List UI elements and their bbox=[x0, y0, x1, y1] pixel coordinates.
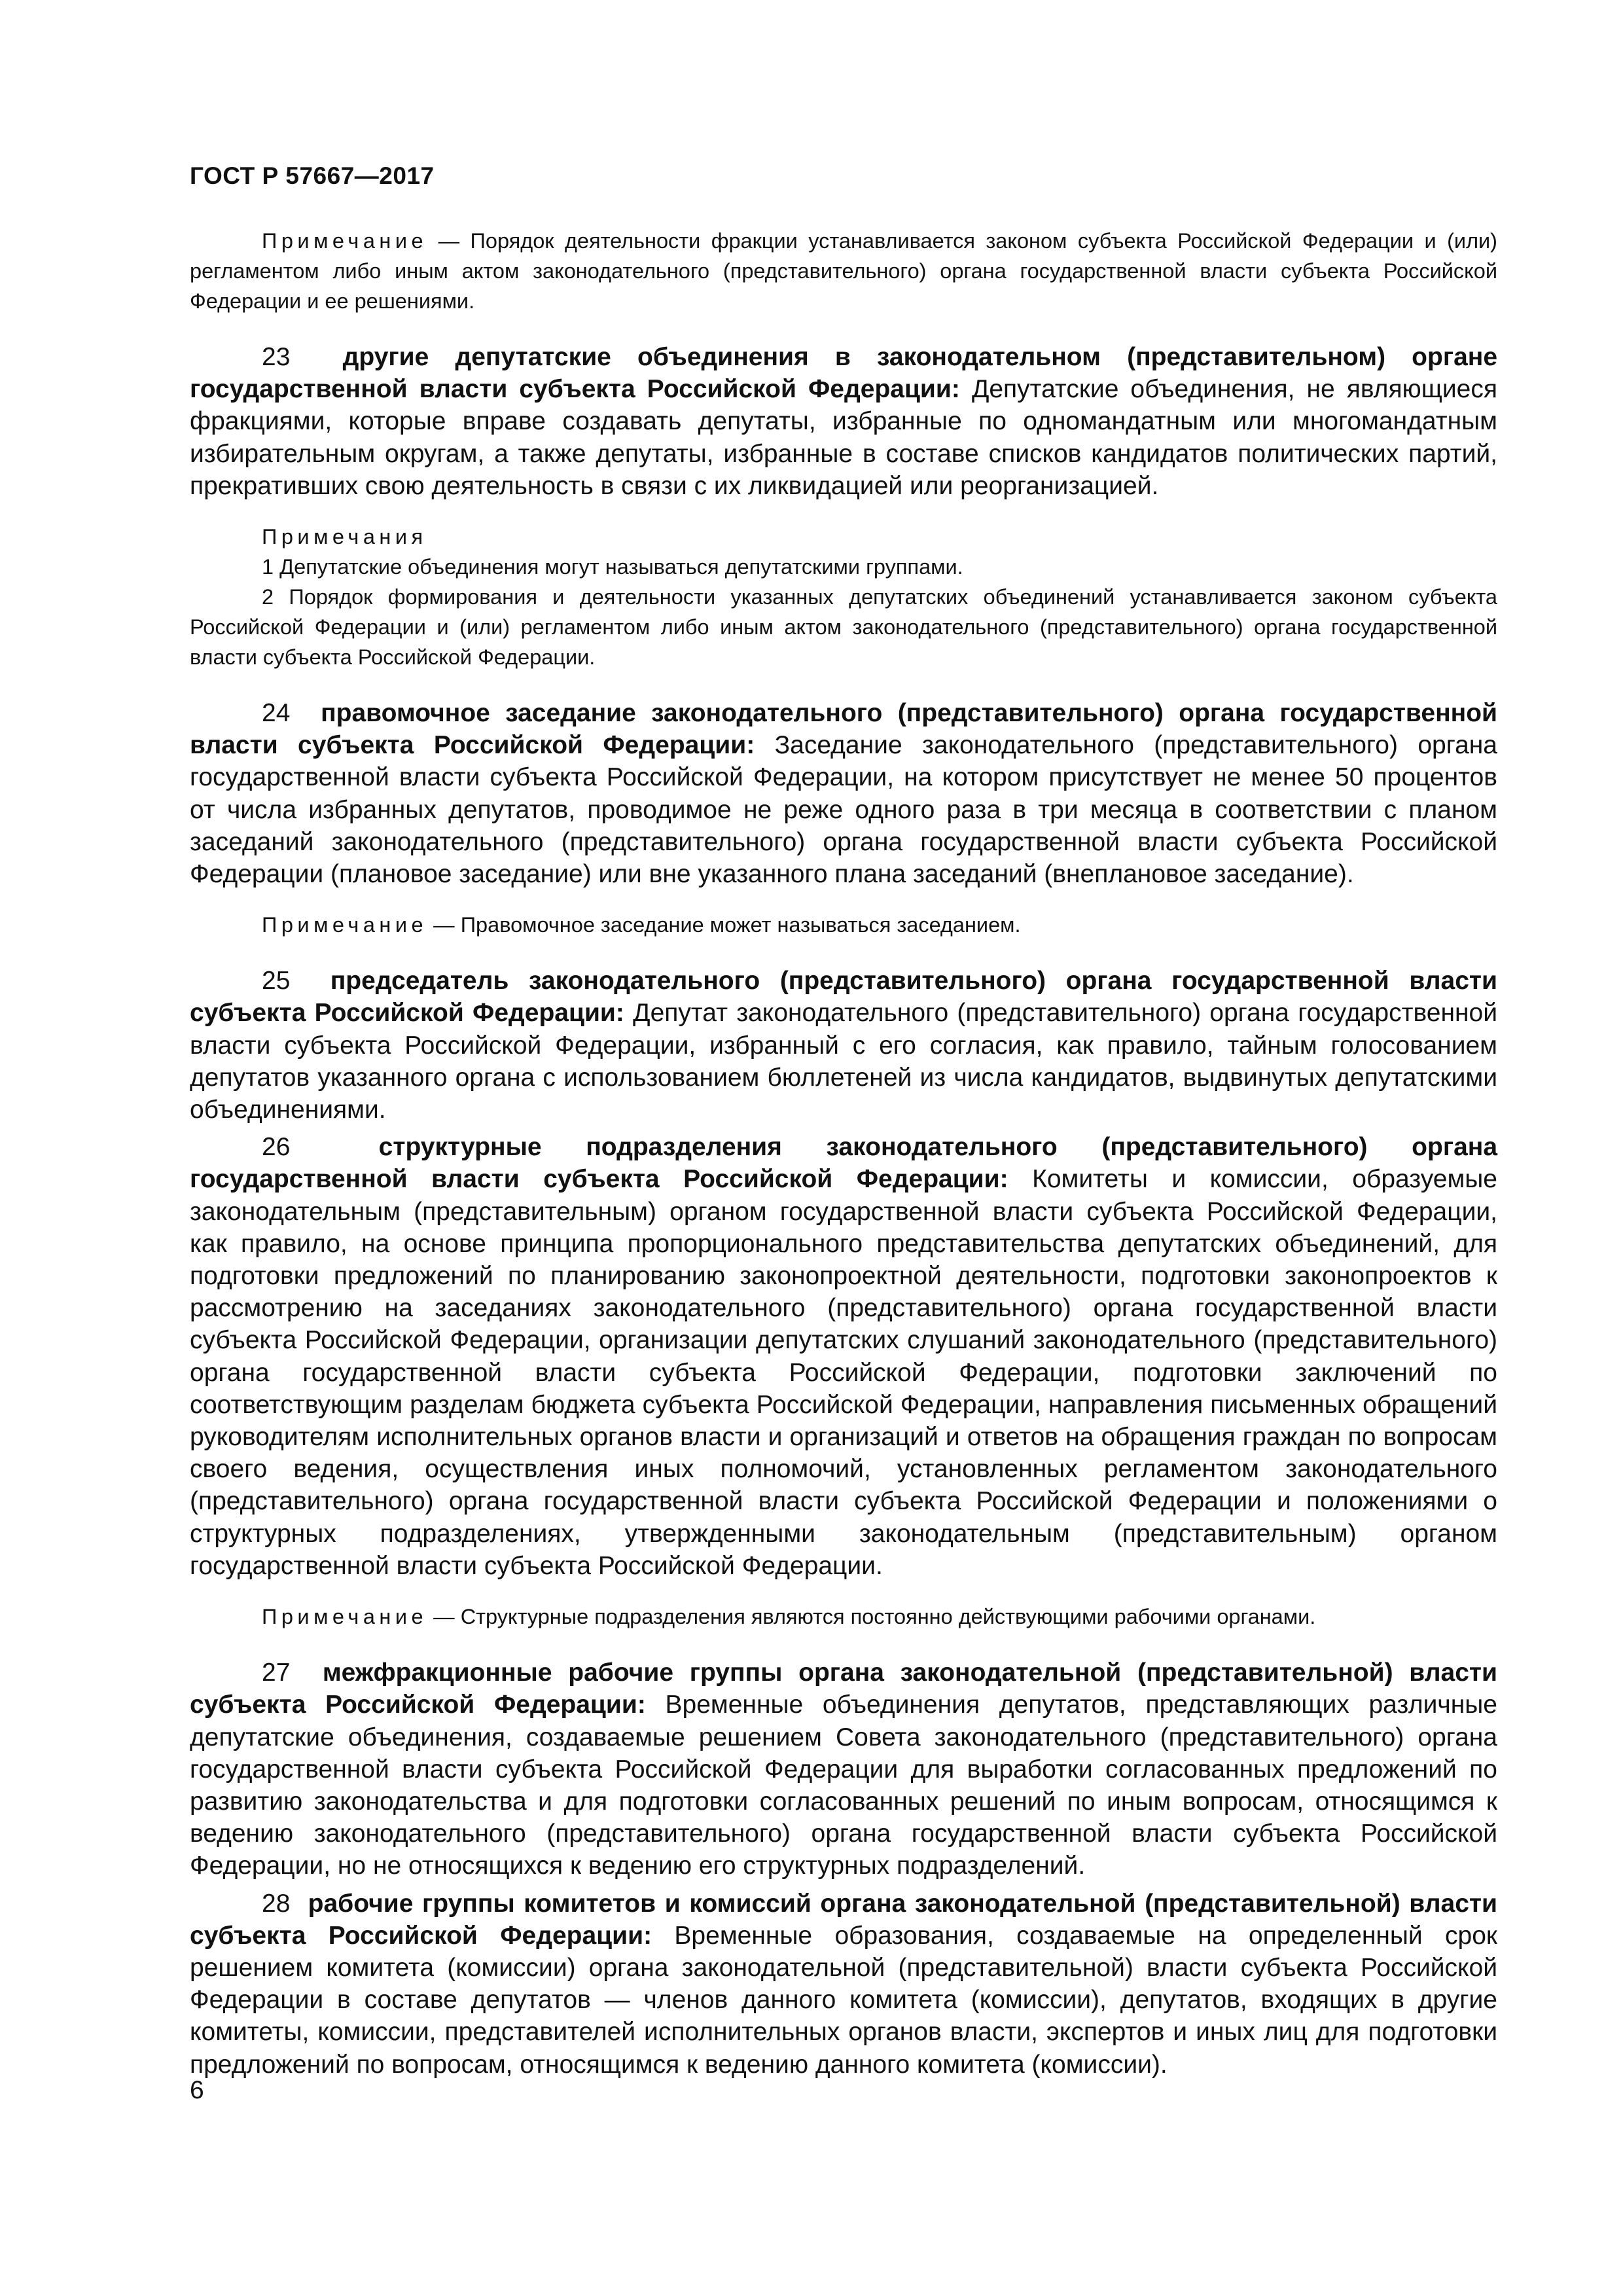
term-title: рабочие группы комитетов и комиссий органа законодательной (представительной) власти субъекта Российской Федерации: bbox=[190, 1889, 1497, 1950]
page-number: 6 bbox=[190, 2076, 204, 2104]
document-body bbox=[190, 226, 1497, 2081]
term-entry-26 bbox=[190, 1131, 1497, 1582]
term-entry-25 bbox=[190, 965, 1497, 1126]
note-text: Структурные подразделения являются постоянно действующими рабочими органами. bbox=[460, 1605, 1316, 1629]
note bbox=[190, 226, 1497, 316]
term-title: правомочное заседание законодательного (представительного) органа государственной власти субъекта Российской Федерации: bbox=[190, 699, 1497, 760]
term-entry-24 bbox=[190, 697, 1497, 890]
term-entry-23 bbox=[190, 341, 1497, 502]
term-title: другие депутатские объединения в законодательном (представительном) органе государственной власти субъекта Российской Федерации: bbox=[190, 343, 1498, 404]
term-title: межфракционные рабочие группы органа законодательной (представительной) власти субъекта Российской Федерации: bbox=[190, 1659, 1497, 1719]
note-dash: — bbox=[427, 229, 471, 253]
note-item: 2 Порядок формирования и деятельности указанных депутатских объединений устанавливается законом субъекта Российской Федерации и (или) регламентом либо иным актом законодательного (представительного) органа государственной власти субъекта Российской Федерации. bbox=[190, 585, 1497, 670]
term-number: 23 bbox=[262, 343, 291, 371]
term-definition: Временные образования, создаваемые на определенный срок решением комитета (комиссии) органа законодательной (представительной) власти субъекта Российской Федерации в составе депутатов — членов данного комитета (комиссии), депутатов, входящих в другие комитеты, комиссии, представителей исполнительных органов власти, экспертов и иных лиц для подготовки предложений по вопросам, относящимся к ведению данного комитета (комиссии). bbox=[190, 1921, 1497, 2079]
note-label: Примечание bbox=[262, 1605, 428, 1629]
term-definition: Депутат законодательного (представительного) органа государственной власти субъекта Российской Федерации, избранный с его согласия, как правило, тайным голосованием депутатов указанного органа с использованием бюллетеней из числа кандидатов, выдвинутых депутатскими объединениями. bbox=[190, 999, 1497, 1124]
note-text: Порядок деятельности фракции устанавливается законом субъекта Российской Федерации и (или) регламентом либо иным актом законодательного (представительного) органа государственной власти субъекта Российской Федерации и ее решениями. bbox=[190, 229, 1498, 313]
note-item: 1 Депутатские объединения могут называться депутатскими группами. bbox=[262, 555, 963, 579]
note-dash: — bbox=[427, 913, 461, 937]
standard-code: ГОСТ Р 57667—2017 bbox=[190, 162, 435, 189]
note bbox=[190, 1602, 1497, 1632]
term-definition: Комитеты и комиссии, образуемые законодательным (представительным) органом государственной власти субъекта Российской Федерации, как правило, на основе принципа пропорционального представительства депутатских объединений, для подготовки предложений по планированию законопроектной деятельности, подготовки законопроектов к рассмотрению на заседаниях законодательного (представительного) органа государственной власти субъекта Российской Федерации, организации депутатских слушаний законодательного (представительного) органа государственной власти субъекта Российской Федерации, подготовки заключений по соответствующим разделам бюджета субъекта Российской Федерации, направления письменных обращений руководителям исполнительных органов власти и организаций и ответов на обращения граждан по вопросам своего ведения, осуществления иных полномочий, установленных регламентом законодательного (представительного) органа государственной власти субъекта Российской Федерации и положениями о структурных подразделениях, утвержденными законодательным (представительным) органом государственной власти субъекта Российской Федерации. bbox=[190, 1165, 1497, 1580]
note bbox=[190, 910, 1497, 940]
term-title: председатель законодательного (представительного) органа государственной власти субъекта Российской Федерации: bbox=[190, 967, 1498, 1028]
term-number: 28 bbox=[262, 1889, 291, 1918]
term-definition: Заседание законодательного (представительного) органа государственной власти субъекта Российской Федерации, на котором присутствует не менее 50 процентов от числа избранных депутатов, проводимое не реже одного раза в три месяца в соответствии с планом заседаний законодательного (представительного) органа государственной власти субъекта Российской Федерации (плановое заседание) или вне указанного плана заседаний (внеплановое заседание). bbox=[190, 731, 1497, 889]
note-dash: — bbox=[427, 1605, 461, 1629]
note-label: Примечание bbox=[262, 913, 428, 937]
term-definition: Депутатские объединения, не являющиеся фракциями, которые вправе создавать депутаты, избранные по одномандатным или многомандатным избирательным округам, а также депутаты, избранные в составе списков кандидатов политических партий, прекративших свою деятельность в связи с их ликвидацией или реорганизацией. bbox=[190, 375, 1497, 500]
notes-heading: Примечания bbox=[262, 525, 427, 549]
term-number: 27 bbox=[262, 1659, 291, 1687]
term-number: 26 bbox=[262, 1133, 291, 1162]
note-label: Примечание bbox=[262, 229, 428, 253]
term-entry-28 bbox=[190, 1888, 1497, 2081]
note-text: Правомочное заседание может называться заседанием. bbox=[460, 913, 1021, 937]
term-number: 25 bbox=[262, 967, 291, 996]
term-title: структурные подразделения законодательного (представительного) органа государственной власти субъекта Российской Федерации: bbox=[190, 1133, 1498, 1194]
term-number: 24 bbox=[262, 699, 291, 728]
term-definition: Временные объединения депутатов, представляющих различные депутатские объединения, создаваемые решением Совета законодательного (представительного) органа государственной власти субъекта Российской Федерации для выработки согласованных предложений по развитию законодательства и для подготовки согласованных решений по иным вопросам, относящимся к ведению законодательного (представительного) органа государственной власти субъекта Российской Федерации, но не относящихся к ведению его структурных подразделений. bbox=[190, 1691, 1497, 1880]
term-entry-27 bbox=[190, 1657, 1497, 1882]
